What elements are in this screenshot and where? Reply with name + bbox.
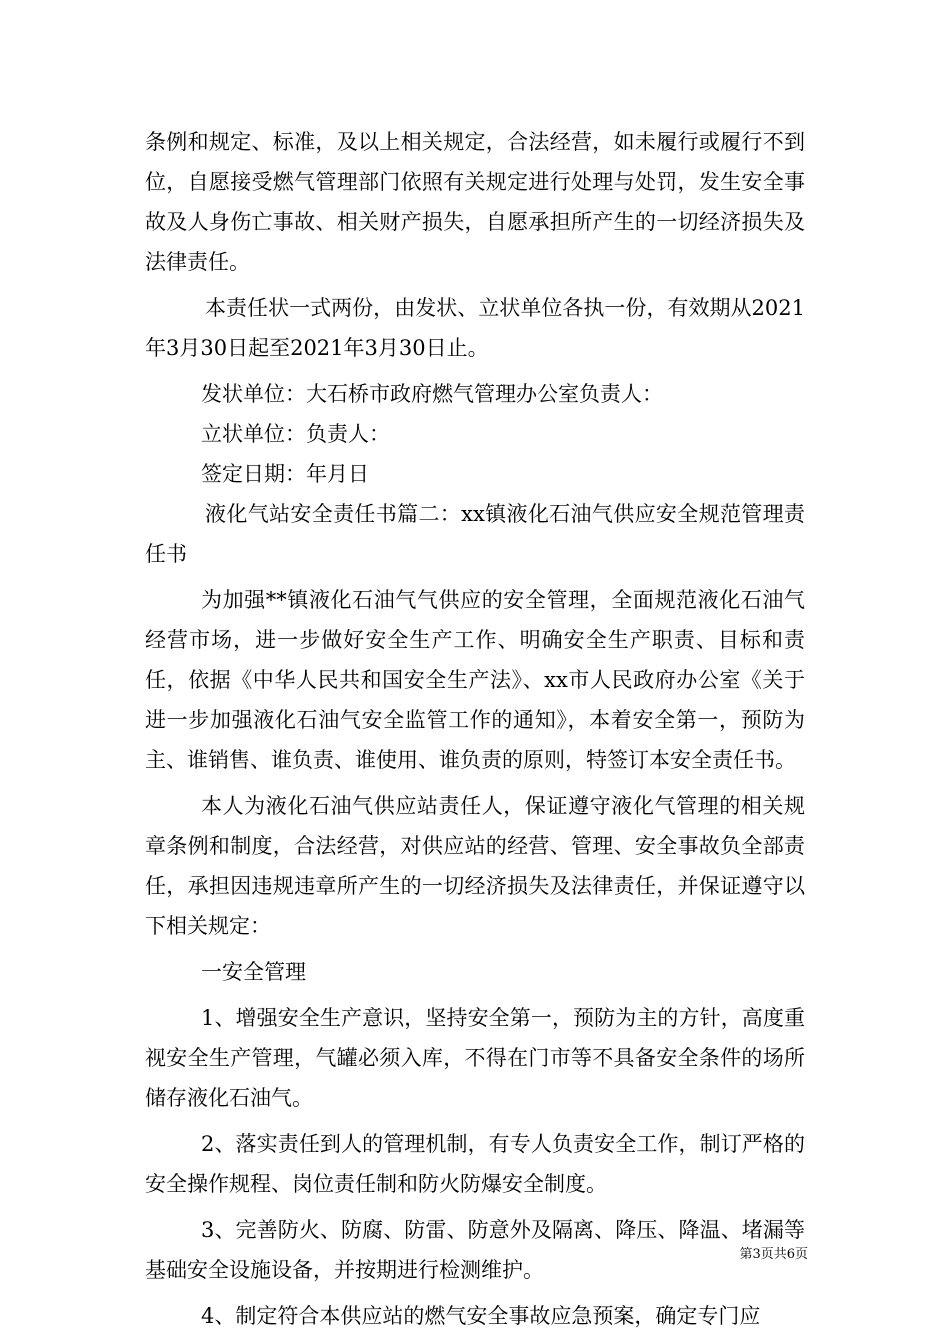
section-heading-part-two: 液化气站安全责任书篇二：xx镇液化石油气供应安全规范管理责任书 [145,502,805,566]
subheading-safety-management: 一安全管理 [201,960,306,984]
paragraph-continuation: 条例和规定、标准，及以上相关规定，合法经营，如未履行或履行不到位，自愿接受燃气管理部门依照有关规定进行处理与处罚，发生安全事故及人身伤亡事故、相关财产损失，自愿承担所产生的一切经济损失及法律责任。 [145,130,805,274]
list-item-3: 3、完善防火、防腐、防雷、防意外及隔离、降压、降温、堵漏等基础安全设施设备，并按期进行检测维护。 [145,1218,805,1282]
paragraph-purpose: 为加强**镇液化石油气气供应的安全管理，全面规范液化石油气经营市场，进一步做好安全生产工作、明确安全生产职责、目标和责任，依据《中华人民共和国安全生产法》、xx市人民政府办公室《关于进一步加强液化石油气安全监管工作的通知》，本着安全第一，预防为主、谁销售、谁负责、谁使用、谁负责的原则，特签订本安全责任书。 [145,588,805,772]
paragraph-recipient: 立状单位：负责人： [201,422,390,446]
list-item-1: 1、增强安全生产意识，坚持安全第一，预防为主的方针，高度重视安全生产管理，气罐必须入库，不得在门市等不具备安全条件的场所储存液化石油气。 [145,1006,805,1110]
paragraph-commitment: 本人为液化石油气供应站责任人，保证遵守液化气管理的相关规章条例和制度，合法经营，对供应站的经营、管理、安全事故负全部责任，承担因违规违章所产生的一切经济损失及法律责任，并保证遵守以下相关规定： [145,794,805,938]
paragraph-validity: 本责任状一式两份，由发状、立状单位各执一份，有效期从2021年3月30日起至2021年3月30日止。 [145,296,805,360]
page-number: 第3页共6页 [739,1247,808,1262]
list-item-2: 2、落实责任到人的管理机制，有专人负责安全工作，制订严格的安全操作规程、岗位责任制和防火防爆安全制度。 [145,1132,805,1196]
paragraph-sign-date: 签定日期：年月日 [201,462,369,486]
list-item-4: 4、制定符合本供应站的燃气安全事故应急预案，确定专门应 [201,1304,761,1328]
document-body [145,122,805,1336]
paragraph-issuer: 发状单位：大石桥市政府燃气管理办公室负责人： [201,382,663,406]
